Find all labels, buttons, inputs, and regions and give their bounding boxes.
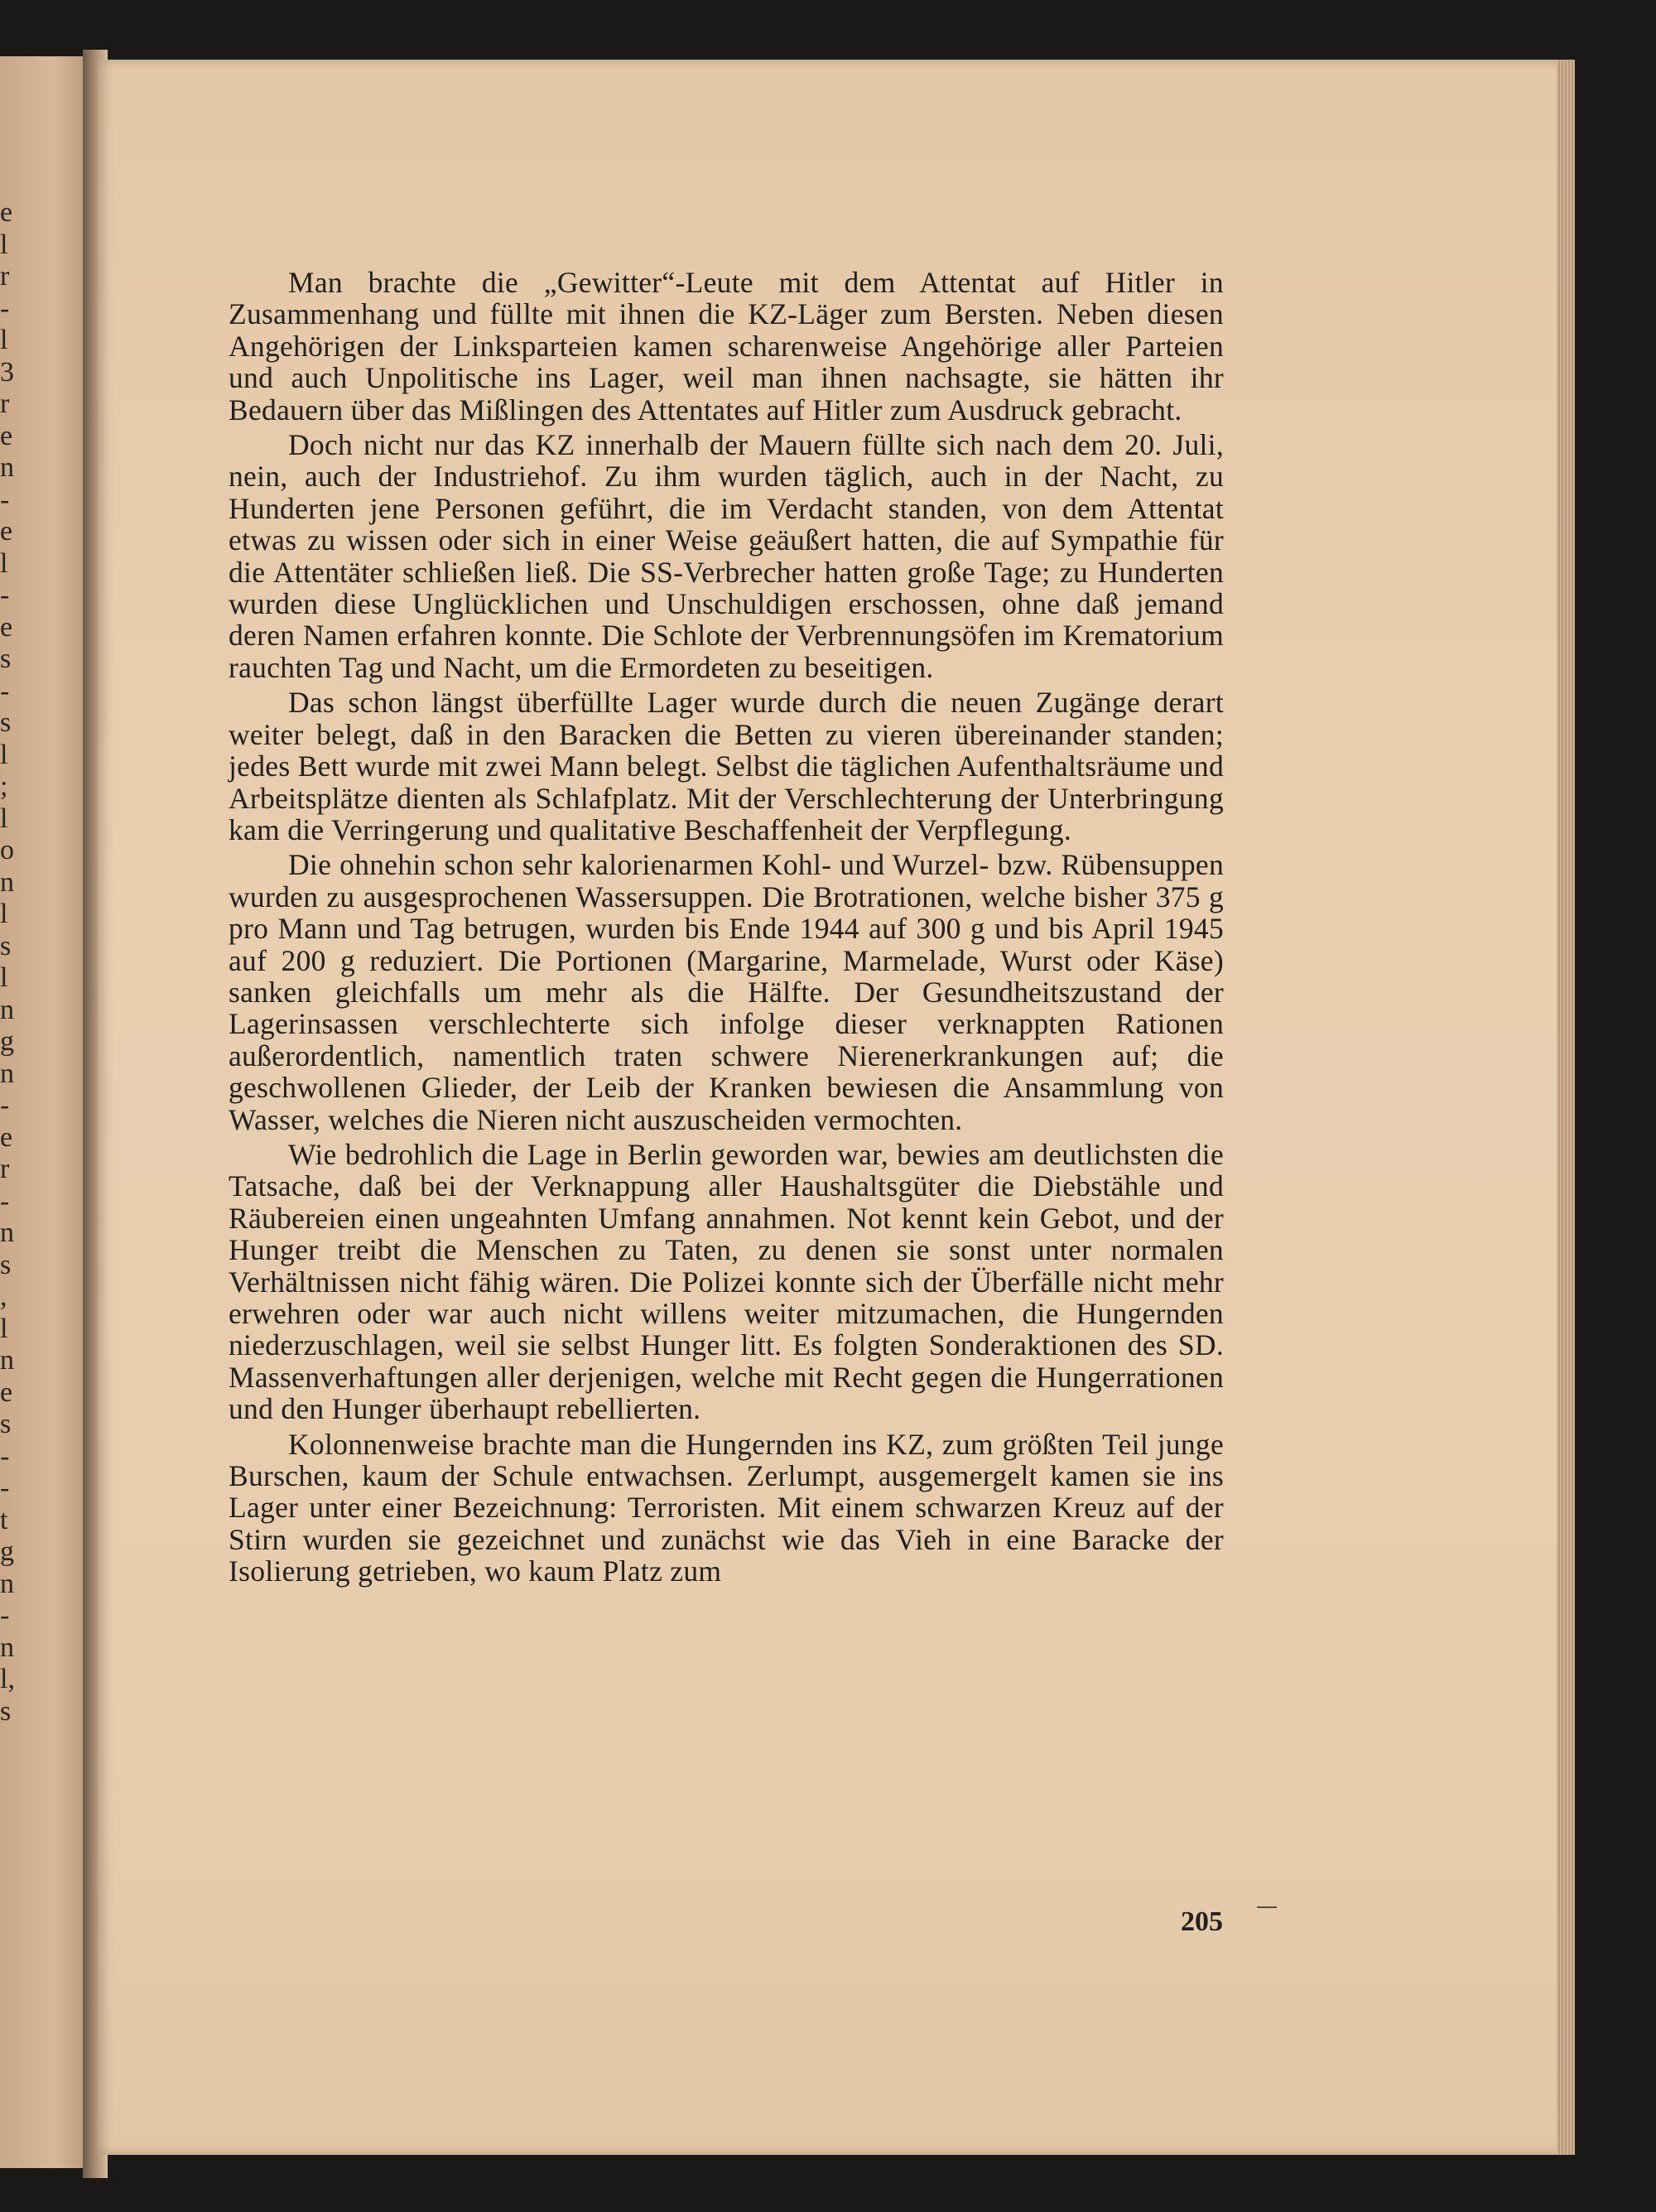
left-edge-char: - xyxy=(0,1440,10,1472)
body-text xyxy=(229,267,1224,1588)
left-edge-char: n xyxy=(0,1568,14,1599)
left-edge-char: r xyxy=(0,388,10,419)
left-facing-page xyxy=(0,56,91,2168)
left-edge-char: n xyxy=(0,1631,14,1663)
left-edge-char: r xyxy=(0,261,10,292)
left-edge-char: - xyxy=(0,675,10,706)
left-edge-char: s xyxy=(0,643,12,674)
corner-mark xyxy=(1257,1906,1277,1908)
left-edge-char: - xyxy=(0,580,10,610)
left-edge-char: l xyxy=(0,899,8,929)
left-edge-char: s xyxy=(0,1695,12,1727)
left-edge-char: l xyxy=(0,229,8,260)
left-edge-char: e xyxy=(0,611,13,643)
left-edge-char: g xyxy=(0,1536,14,1567)
left-edge-char: l, xyxy=(0,1664,15,1694)
left-edge-char: e xyxy=(0,420,13,451)
left-edge-char: l xyxy=(0,802,8,834)
left-edge-char: l xyxy=(0,1313,8,1344)
left-edge-char: g xyxy=(0,1026,14,1057)
paragraph-5: Wie bedrohlich die Lage in Berlin geworden war, bewies am deutlichsten die Tatsache, daß bei der Verknappung aller Haushaltsgüter die Diebstähle und Räubereien einen ungeahnten Umfang annahmen. Not kennt kein Gebot, und der Hunger treibt die Menschen zu Taten, zu denen sie sonst unter normalen Verhältnissen nicht fähig wären. Die Polizei konnte sich der Überfälle nicht mehr erwehren oder war auch nicht willens weiter mitzumachen, die Hungernden niederzuschlagen, weil sie selbst Hunger litt. Es folgten Sonderaktionen des SD. Massenverhaftungen aller derjenigen, welche mit Recht gegen die Hungerrationen und den Hunger überhaupt rebellierten. xyxy=(229,1137,1224,1426)
left-edge-char: - xyxy=(0,292,10,324)
left-edge-char: , xyxy=(0,1281,7,1312)
left-edge-char: e xyxy=(0,516,13,547)
left-edge-char: - xyxy=(0,1185,10,1217)
left-edge-char: s xyxy=(0,1409,12,1439)
left-edge-char: n xyxy=(0,452,14,483)
paragraph-1: Man brachte die „Gewitter“-Leute mit dem Attentat auf Hitler in Zusammenhang und füllte mit ihnen die KZ-Läger zum Bersten. Neben diesen Angehörigen der Linksparteien kamen scharenweise Angehörige aller Parteien und auch Unpolitische ins Lager, weil man ihnen nachsagte, sie hätten ihr Bedauern über das Mißlingen des Attentates auf Hitler zum Ausdruck gebracht. xyxy=(229,266,1224,426)
left-edge-char: s xyxy=(0,930,12,961)
paragraph-4: Die ohnehin schon sehr kalorienarmen Kohl- und Wurzel- bzw. Rübensuppen wurden zu ausgesprochenen Wassersuppen. Die Brotrationen, welche bisher 375 g pro Mann und Tag betrugen, wurden bis Ende 1944 auf 300 g und bis April 1945 auf 200 g reduziert. Die Portionen (Margarine, Marmelade, Wurst oder Käse) sanken gleichfalls um mehr als die Hälfte. Der Gesundheitszustand der Lagerinsassen verschlechterte sich infolge dieser verknappten Rationen außerordentlich, namentlich traten schwere Nierenerkrankungen auf; die geschwollenen Glieder, der Leib der Kranken bewiesen die Ansammlung von Wasser, welches die Nieren nicht auszuscheiden vermochten. xyxy=(229,848,1224,1136)
left-edge-char: - xyxy=(0,1600,10,1631)
left-edge-char: n xyxy=(0,1058,14,1089)
paragraph-3: Das schon längst überfüllte Lager wurde durch die neuen Zugänge derart weiter belegt, daß in den Baracken die Betten zu vieren übereinander standen; jedes Bett wurde mit zwei Mann belegt. Selbst die täglichen Aufenthaltsräume und Arbeitsplätze dienten als Schlafplatz. Mit der Verschlechterung der Unterbringung kam die Verringerung und qualitative Beschaffenheit der Verpflegung. xyxy=(229,686,1224,846)
left-edge-char: e xyxy=(0,1376,13,1408)
left-edge-char: l xyxy=(0,962,8,993)
left-edge-char: - xyxy=(0,1090,10,1120)
paragraph-6: Kolonnenweise brachte man die Hungernden ins KZ, zum größten Teil junge Burschen, kaum der Schule entwachsen. Zerlumpt, ausgemergelt kamen sie ins Lager unter einer Bezeichnung: Terroristen. Mit einem schwarzen Kreuz auf der Stirn wurden sie gezeichnet und zunächst wie das Vieh in eine Baracke der Isolierung getrieben, wo kaum Platz zum xyxy=(229,1427,1224,1588)
left-edge-char: n xyxy=(0,1345,14,1376)
page-number: 205 xyxy=(1181,1906,1223,1937)
left-edge-char: e xyxy=(0,197,13,228)
left-edge-char: e xyxy=(0,1121,13,1153)
left-edge-char: 3 xyxy=(0,356,14,388)
paragraph-2: Doch nicht nur das KZ innerhalb der Mauern füllte sich nach dem 20. Juli, nein, auch der Industriehof. Zu ihm wurden täglich, auch in der Nacht, zu Hunderten jene Personen geführt, die im Verdacht standen, von dem Attentat etwas zu wissen oder sich in einer Weise geäußert hatten, die auf Sympathie für die Attentäter schließen ließ. Die SS-Verbrecher hatten große Tage; zu Hunderten wurden diese Unglücklichen und Unschuldigen erschossen, ohne daß jemand deren Namen erfahren konnte. Die Schlote der Verbrennungsöfen im Krematorium rauchten Tag und Nacht, um die Ermordeten zu beseitigen. xyxy=(229,428,1224,684)
left-edge-char: l xyxy=(0,325,8,355)
left-edge-char: ; xyxy=(0,771,8,802)
left-edge-char: l xyxy=(0,739,8,770)
left-edge-char: s xyxy=(0,1249,12,1280)
left-page-edge-text xyxy=(0,56,91,2168)
left-edge-char: n xyxy=(0,866,14,898)
left-edge-char: n xyxy=(0,1217,14,1248)
left-edge-char: l xyxy=(0,547,8,579)
left-edge-char: - xyxy=(0,484,10,515)
page-stack-edge xyxy=(1557,60,1575,2155)
left-edge-char: t xyxy=(0,1504,8,1535)
left-edge-char: s xyxy=(0,707,12,738)
left-edge-char: - xyxy=(0,1472,10,1503)
left-edge-char: n xyxy=(0,994,14,1025)
left-edge-char: o xyxy=(0,835,14,865)
left-edge-char: r xyxy=(0,1154,10,1184)
